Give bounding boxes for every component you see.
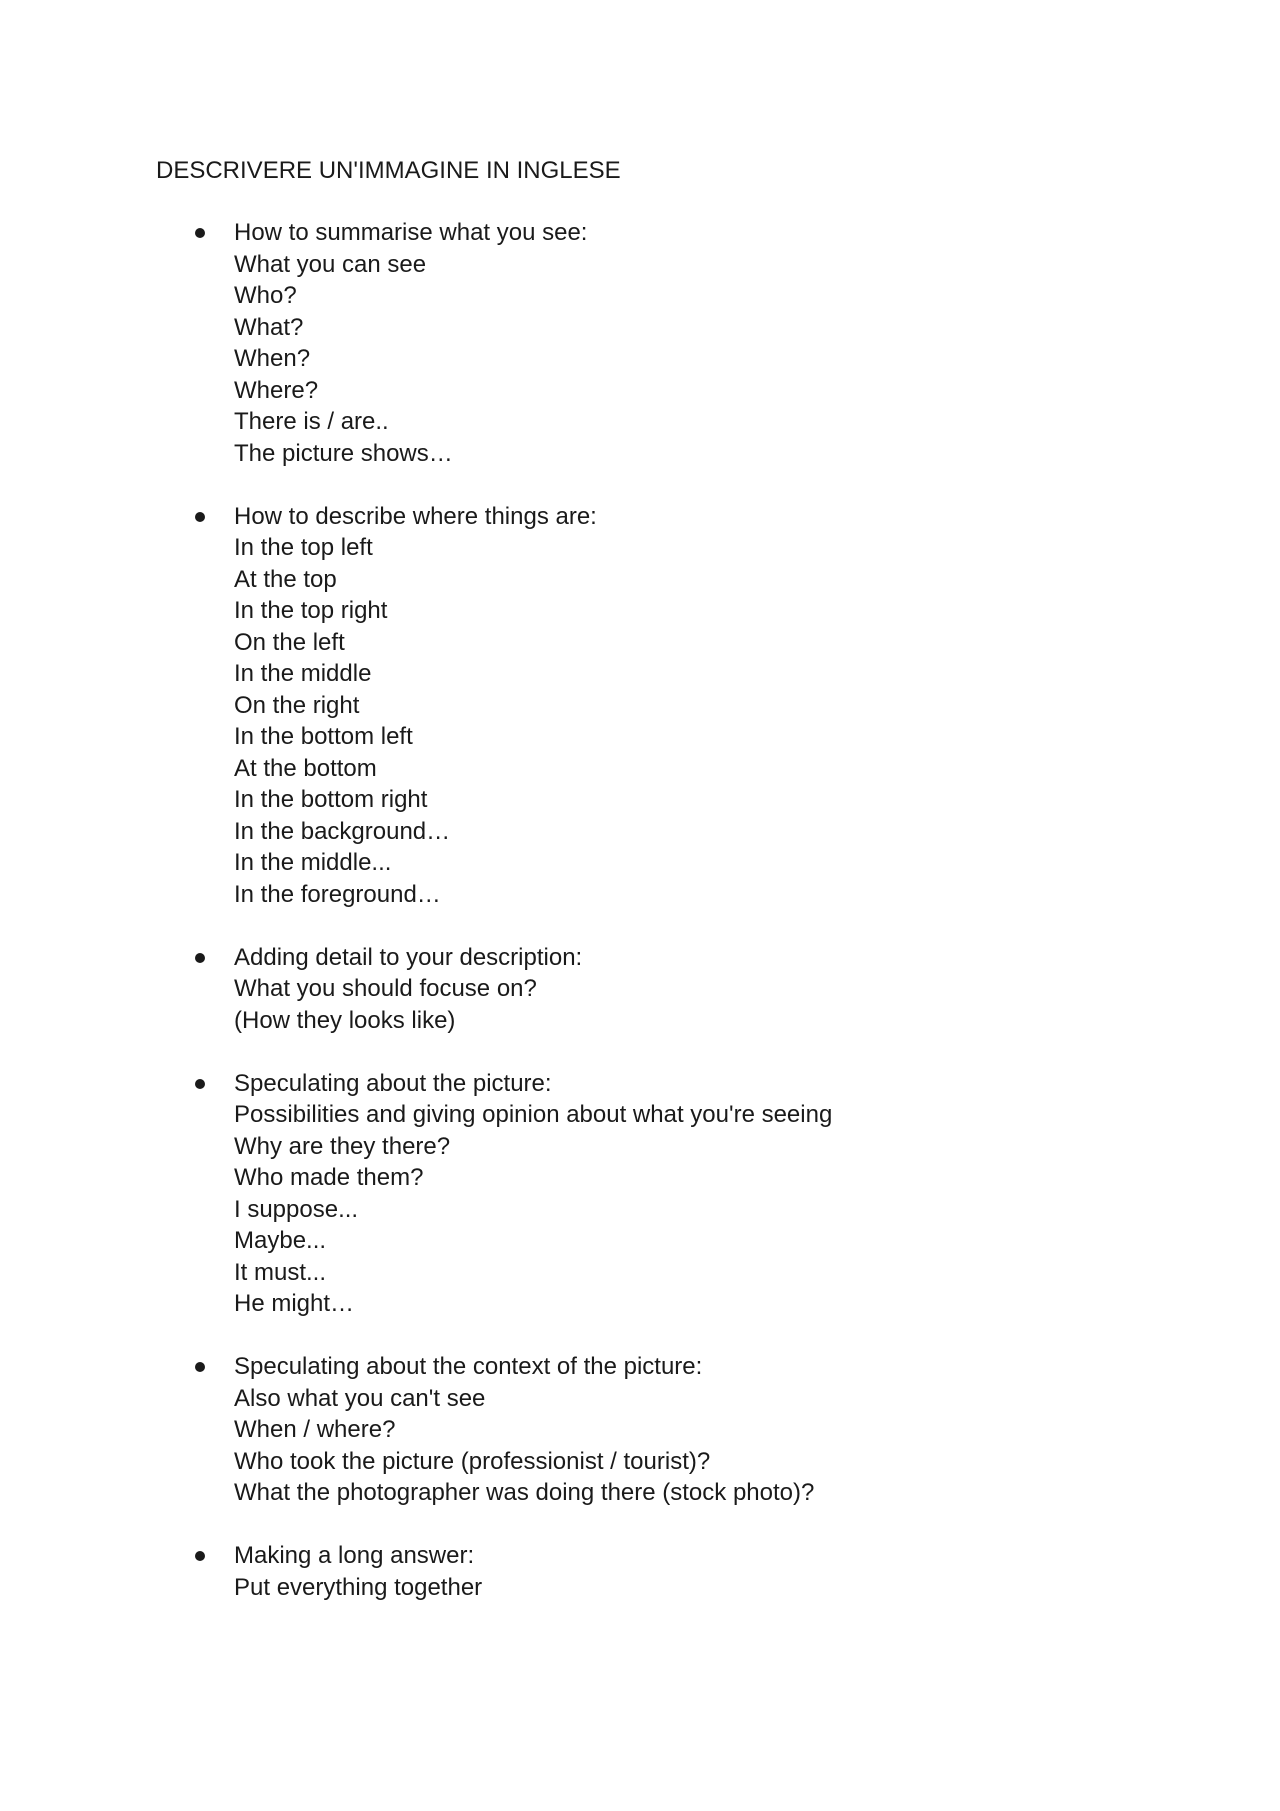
section-line: Who made them? (234, 1164, 424, 1191)
section-line: At the top (234, 565, 337, 593)
section-line: When / where? (234, 1416, 396, 1443)
section-line: Where? (234, 376, 319, 404)
section-line: Who? (234, 282, 297, 309)
section-line: There is / are.. (234, 408, 389, 435)
bullet-icon (195, 1551, 205, 1561)
section-line: Put everything together (234, 1573, 483, 1601)
section-line: In the bottom right (234, 786, 428, 813)
section-list (0, 217, 1280, 1635)
section-where-things-are (0, 501, 1280, 911)
section-line: Possibilities and giving opinion about what you're seeing (234, 1101, 833, 1128)
section-speculating-context (0, 1351, 1280, 1509)
section-line: In the middle... (234, 849, 392, 876)
section-line: When? (234, 345, 311, 372)
bullet-icon (195, 1362, 205, 1372)
section-line: I suppose... (234, 1195, 359, 1223)
section-summarise (0, 217, 1280, 469)
section-line: On the right (234, 691, 360, 719)
section-line: The picture shows… (234, 439, 453, 467)
section-heading: How to describe where things are: (234, 502, 597, 530)
section-line: In the bottom left (234, 723, 413, 750)
bullet-icon (195, 228, 205, 238)
section-line: What? (234, 313, 304, 341)
section-line: In the background… (234, 817, 451, 845)
document-title: DESCRIVERE UN'IMMAGINE IN INGLESE (156, 157, 621, 184)
section-line: What you can see (234, 250, 427, 278)
section-heading: Adding detail to your description: (234, 943, 583, 971)
section-line: In the middle (234, 660, 372, 687)
section-line: He might… (234, 1290, 355, 1317)
section-long-answer (0, 1540, 1280, 1603)
section-line: In the top left (234, 534, 373, 561)
section-line: In the top right (234, 597, 388, 624)
section-line: What the photographer was doing there (stock photo)? (234, 1479, 815, 1506)
section-speculating-picture (0, 1068, 1280, 1320)
bullet-icon (195, 953, 205, 963)
section-line: (How they looks like) (234, 1006, 456, 1034)
section-heading: How to summarise what you see: (234, 219, 588, 246)
section-line: On the left (234, 628, 345, 656)
section-heading: Making a long answer: (234, 1542, 475, 1569)
bullet-icon (195, 512, 205, 522)
section-line: Maybe... (234, 1227, 327, 1254)
section-line: What you should focuse on? (234, 975, 537, 1002)
section-adding-detail (0, 942, 1280, 1037)
section-heading: Speculating about the context of the picture: (234, 1353, 703, 1380)
section-line: Who took the picture (professionist / tourist)? (234, 1447, 711, 1475)
section-line: It must... (234, 1258, 327, 1286)
section-line: At the bottom (234, 754, 377, 782)
bullet-icon (195, 1079, 205, 1089)
section-line: Also what you can't see (234, 1384, 486, 1412)
section-line: Why are they there? (234, 1132, 451, 1160)
section-line: In the foreground… (234, 880, 441, 908)
section-heading: Speculating about the picture: (234, 1069, 552, 1097)
